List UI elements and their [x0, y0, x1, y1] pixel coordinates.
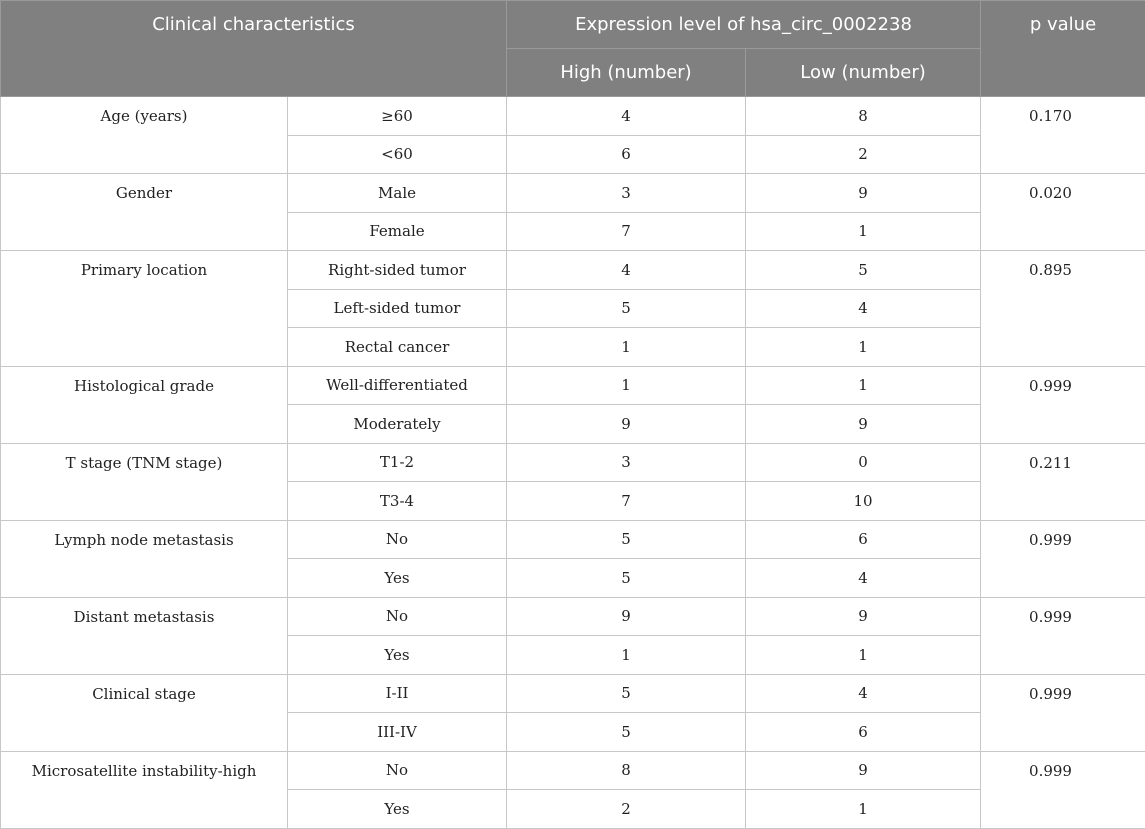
table-row	[1, 597, 1145, 636]
table-row	[1, 520, 1145, 559]
header-low-number: Low (number)	[746, 49, 981, 97]
low-count-cell: 6	[746, 520, 981, 559]
low-count-cell: 4	[746, 289, 981, 328]
subcategory-cell: Yes	[288, 790, 507, 829]
subcategory-cell: No	[288, 751, 507, 790]
subcategory-cell: Rectal cancer	[288, 328, 507, 367]
high-count-cell: 5	[507, 559, 746, 598]
subcategory-cell: Right-sided tumor	[288, 251, 507, 290]
header-expression-level: Expression level of hsa_circ_0002238	[507, 1, 981, 49]
low-count-cell: 6	[746, 713, 981, 752]
p-value-cell: 0.999	[981, 366, 1145, 443]
low-count-cell: 1	[746, 636, 981, 675]
p-value-cell: 0.895	[981, 251, 1145, 367]
subcategory-cell: No	[288, 520, 507, 559]
high-count-cell: 1	[507, 636, 746, 675]
category-cell: Age (years)	[1, 97, 288, 174]
high-count-cell: 2	[507, 790, 746, 829]
table-row	[1, 97, 1145, 136]
subcategory-cell: Well-differentiated	[288, 366, 507, 405]
low-count-cell: 8	[746, 97, 981, 136]
p-value-cell: 0.211	[981, 443, 1145, 520]
category-cell: Distant metastasis	[1, 597, 288, 674]
low-count-cell: 5	[746, 251, 981, 290]
table-row	[1, 366, 1145, 405]
high-count-cell: 5	[507, 713, 746, 752]
low-count-cell: 9	[746, 751, 981, 790]
category-cell: Histological grade	[1, 366, 288, 443]
table-row	[1, 174, 1145, 213]
high-count-cell: 3	[507, 174, 746, 213]
subcategory-cell: T1-2	[288, 443, 507, 482]
header-p-value: p value	[981, 1, 1145, 97]
high-count-cell: 8	[507, 751, 746, 790]
subcategory-cell: No	[288, 597, 507, 636]
category-cell: Clinical stage	[1, 674, 288, 751]
subcategory-cell: Yes	[288, 559, 507, 598]
low-count-cell: 1	[746, 790, 981, 829]
high-count-cell: 1	[507, 328, 746, 367]
category-cell: Microsatellite instability-high	[1, 751, 288, 828]
category-cell: Gender	[1, 174, 288, 251]
category-cell: Primary location	[1, 251, 288, 367]
high-count-cell: 7	[507, 482, 746, 521]
table-body	[1, 97, 1145, 829]
category-cell: Lymph node metastasis	[1, 520, 288, 597]
p-value-cell: 0.999	[981, 597, 1145, 674]
low-count-cell: 0	[746, 443, 981, 482]
subcategory-cell: I-II	[288, 674, 507, 713]
subcategory-cell: III-IV	[288, 713, 507, 752]
p-value-cell: 0.020	[981, 174, 1145, 251]
table-row	[1, 674, 1145, 713]
high-count-cell: 6	[507, 135, 746, 174]
table-row	[1, 443, 1145, 482]
high-count-cell: 1	[507, 366, 746, 405]
low-count-cell: 9	[746, 597, 981, 636]
high-count-cell: 5	[507, 674, 746, 713]
header-clinical-characteristics: Clinical characteristics	[1, 1, 507, 97]
table-header	[1, 1, 1145, 97]
p-value-cell: 0.999	[981, 520, 1145, 597]
low-count-cell: 2	[746, 135, 981, 174]
table-row	[1, 251, 1145, 290]
subcategory-cell: <60	[288, 135, 507, 174]
subcategory-cell: ≥60	[288, 97, 507, 136]
high-count-cell: 9	[507, 405, 746, 444]
low-count-cell: 9	[746, 405, 981, 444]
low-count-cell: 4	[746, 559, 981, 598]
high-count-cell: 9	[507, 597, 746, 636]
subcategory-cell: Male	[288, 174, 507, 213]
high-count-cell: 7	[507, 212, 746, 251]
high-count-cell: 5	[507, 289, 746, 328]
subcategory-cell: T3-4	[288, 482, 507, 521]
p-value-cell: 0.999	[981, 751, 1145, 828]
high-count-cell: 4	[507, 97, 746, 136]
p-value-cell: 0.170	[981, 97, 1145, 174]
low-count-cell: 1	[746, 366, 981, 405]
p-value-cell: 0.999	[981, 674, 1145, 751]
low-count-cell: 9	[746, 174, 981, 213]
high-count-cell: 4	[507, 251, 746, 290]
subcategory-cell: Yes	[288, 636, 507, 675]
high-count-cell: 3	[507, 443, 746, 482]
subcategory-cell: Female	[288, 212, 507, 251]
low-count-cell: 10	[746, 482, 981, 521]
category-cell: T stage (TNM stage)	[1, 443, 288, 520]
subcategory-cell: Left-sided tumor	[288, 289, 507, 328]
header-high-number: High (number)	[507, 49, 746, 97]
subcategory-cell: Moderately	[288, 405, 507, 444]
table-row	[1, 751, 1145, 790]
high-count-cell: 5	[507, 520, 746, 559]
low-count-cell: 1	[746, 328, 981, 367]
low-count-cell: 4	[746, 674, 981, 713]
low-count-cell: 1	[746, 212, 981, 251]
